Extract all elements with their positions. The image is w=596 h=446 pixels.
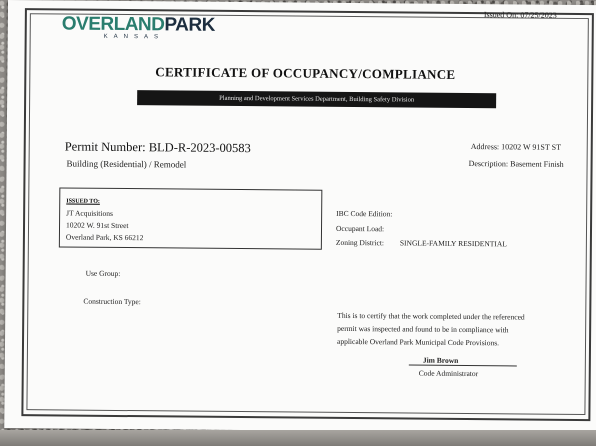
- issued-to-name: JT Acquisitions: [66, 208, 113, 218]
- certification-statement: [337, 309, 557, 350]
- logo-state: KANSAS: [103, 33, 165, 41]
- permit-number-value: BLD-R-2023-00583: [148, 140, 251, 156]
- permit-number: [65, 140, 251, 157]
- permit-number-label: Permit Number:: [64, 139, 146, 155]
- certificate-document: [4, 0, 596, 433]
- ibc-code-edition: [336, 209, 392, 218]
- signature-title: Code Administrator: [418, 368, 479, 379]
- zoning-district: [336, 238, 507, 248]
- address-label: Address:: [470, 142, 500, 152]
- issued-to-street: 10202 W. 91st Street: [65, 220, 129, 231]
- statement-line-2: permit was inspected and found to be in compliance with: [337, 323, 509, 335]
- occupant-label: Occupant Load:: [335, 223, 385, 234]
- issued-to-box: [59, 187, 323, 249]
- zoning-value: SINGLE-FAMILY RESIDENTIAL: [399, 238, 507, 249]
- occupant-load: [336, 224, 384, 233]
- construction-type-label: Construction Type:: [83, 296, 141, 307]
- issued-to-label: ISSUED TO:: [66, 198, 100, 205]
- description-value: Basement Finish: [510, 159, 564, 169]
- issued-on-label: Issued On:: [483, 10, 519, 20]
- logo-overland: OVERLAND: [61, 13, 165, 36]
- statement-line-1: This is to certify that the work completed under the referenced: [337, 310, 525, 322]
- issued-on: [484, 10, 557, 20]
- ibc-label: IBC Code Edition:: [336, 208, 393, 219]
- department-banner: Planning and Development Services Department, Building Safety Division: [137, 90, 496, 108]
- description-label: Description:: [468, 159, 509, 169]
- address-value: 10202 W 91ST ST: [501, 142, 562, 152]
- zoning-label: Zoning District:: [335, 237, 385, 248]
- description: [469, 159, 564, 169]
- issued-on-date: 07/25/2023: [520, 10, 557, 20]
- logo-park: PARK: [164, 14, 215, 36]
- signature-name: Jim Brown: [409, 356, 517, 367]
- statement-line-3: applicable Overland Park Municipal Code Provisions.: [336, 336, 500, 348]
- certificate-title: CERTIFICATE OF OCCUPANCY/COMPLIANCE: [155, 64, 456, 82]
- address: [471, 142, 561, 152]
- issued-to-city: Overland Park, KS 66212: [65, 232, 144, 243]
- permit-type: Building (Residential) / Remodel: [66, 158, 187, 170]
- countertop-edge: [0, 430, 596, 446]
- use-group-label: Use Group:: [85, 268, 121, 278]
